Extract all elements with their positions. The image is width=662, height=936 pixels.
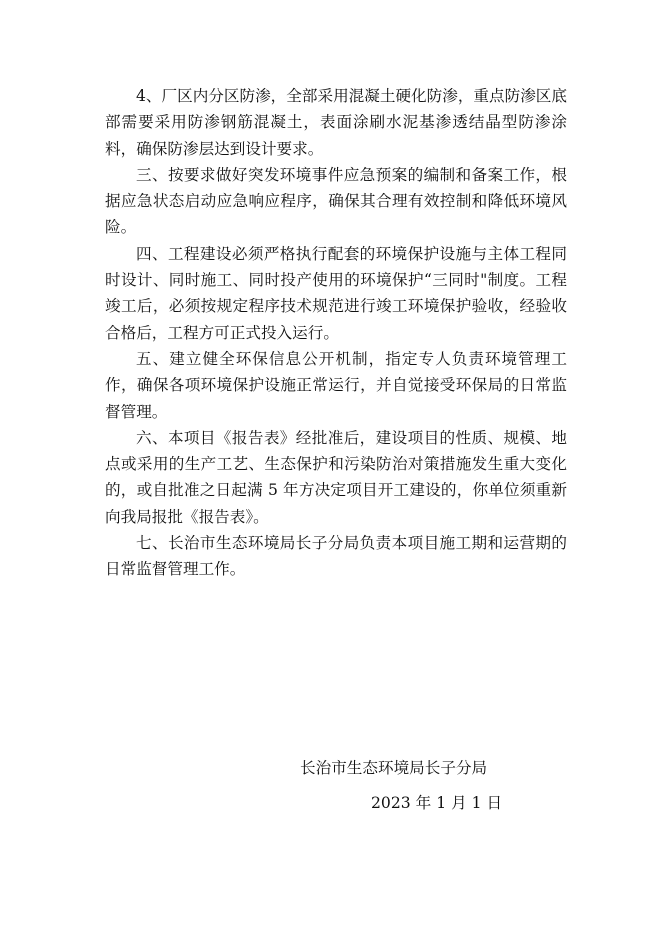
paragraph-three-simultaneities: 四、工程建设必须严格执行配套的环境保护设施与主体工程同时设计、同时施工、同时投产使用的环境保护“三同时"制度。工程竣工后，必须按规定程序技术规范进行竣工环境保护验收，经验收合格后，工程方可正式投入运行。 [105,244,567,342]
document-body [105,83,567,583]
paragraph-supervision: 七、长治市生态环境局长子分局负责本项目施工期和运营期的日常监督管理工作。 [105,534,567,579]
paragraph-info-disclosure: 五、建立健全环保信息公开机制，指定专人负责环境管理工作，确保各项环境保护设施正常运行，并自觉接受环保局的日常监督管理。 [105,349,567,421]
signature-organization: 长治市生态环境局长子分局 [300,759,488,777]
paragraph-anti-seepage: 4、厂区内分区防渗，全部采用混凝土硬化防渗，重点防渗区底部需要采用防渗钢筋混凝土，表面涂刷水泥基渗透结晶型防渗涂料，确保防渗层达到设计要求。 [105,87,567,158]
paragraph-emergency-plan: 三、按要求做好突发环境事件应急预案的编制和备案工作，根据应急状态启动应急响应程序，确保其合理有效控制和降低环境风险。 [105,165,567,237]
paragraph-reapproval: 六、本项目《报告表》经批准后，建设项目的性质、规模、地点或采用的生产工艺、生态保护和污染防治对策措施发生重大变化的，或自批准之日起满 5 年方决定项目开工建设的，你单位须重新向我局报批《报告表》。 [105,428,567,526]
signature-date: 2023 年 1 月 1 日 [371,794,503,812]
